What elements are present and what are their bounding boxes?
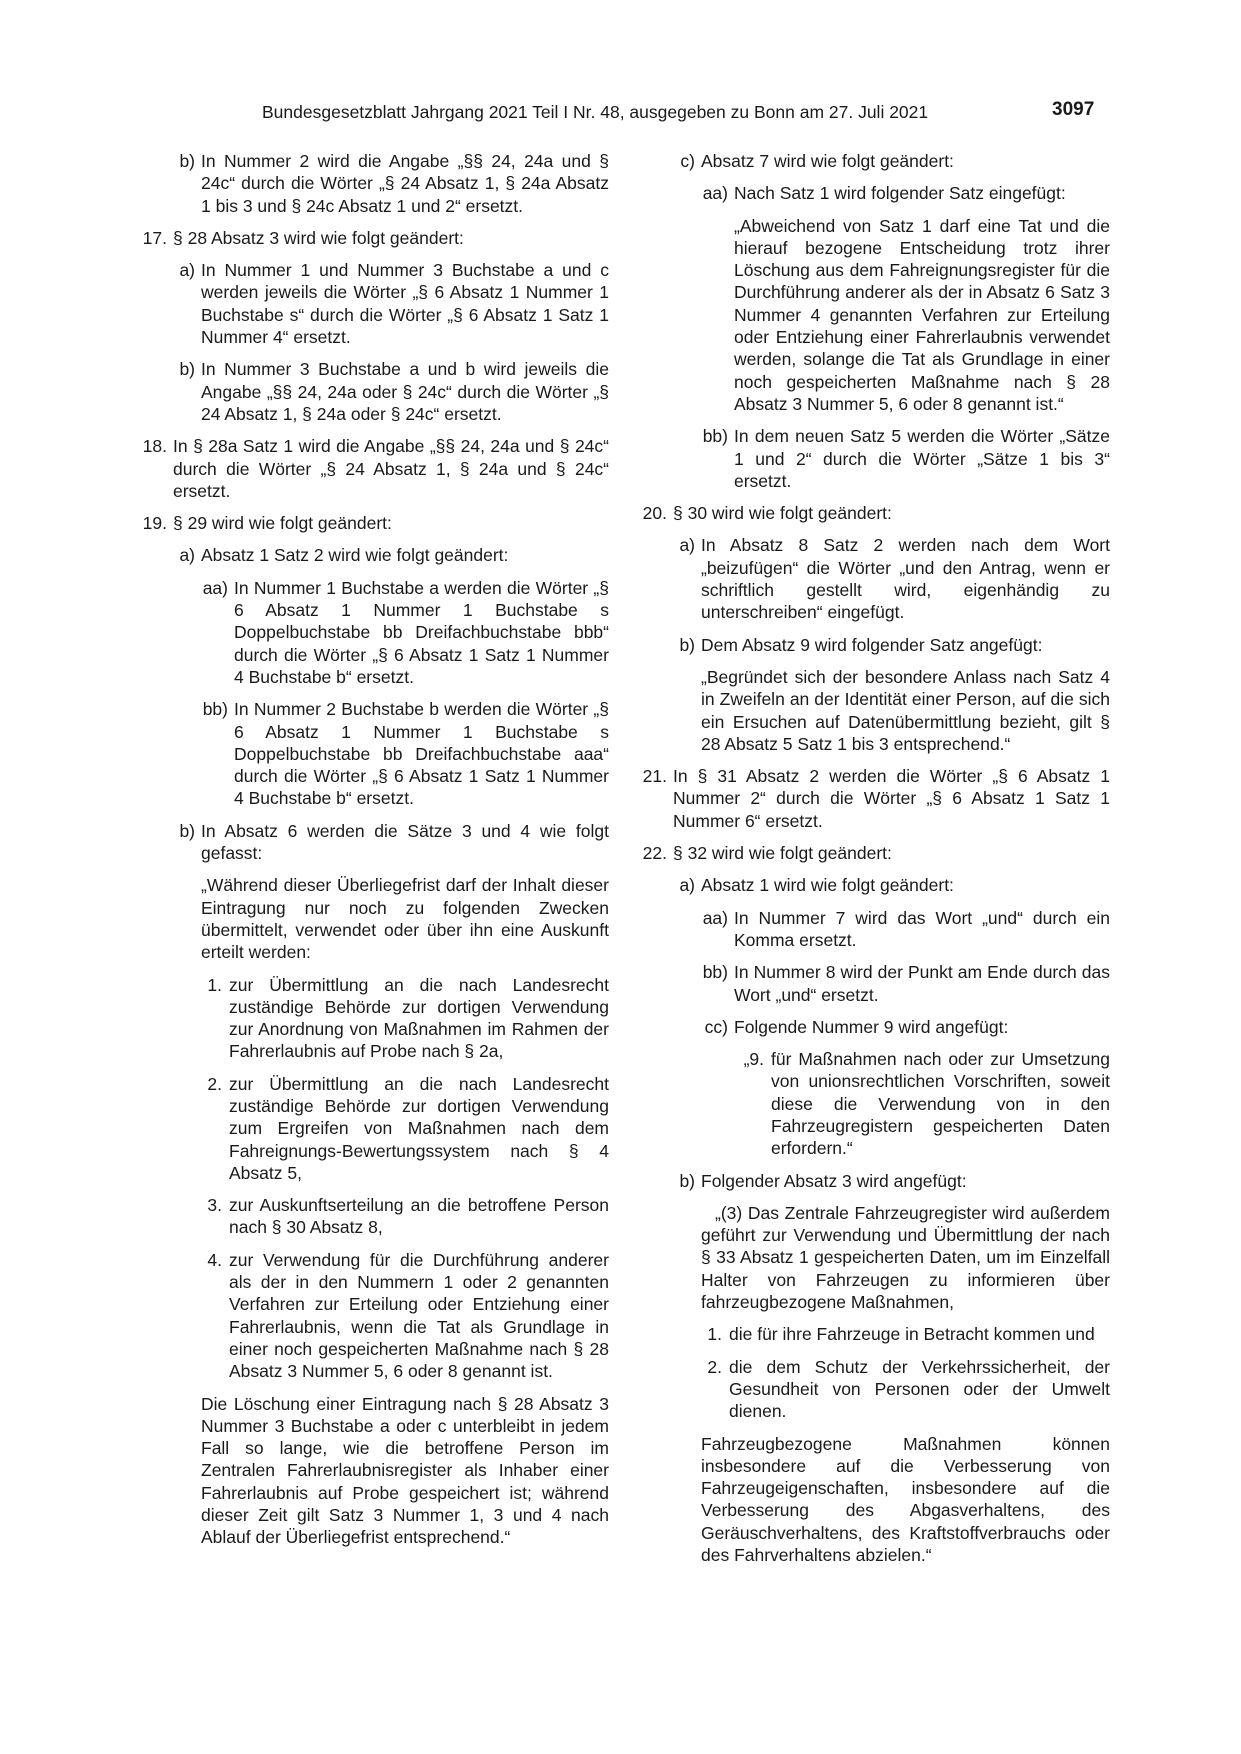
quote-intro: „Während dieser Überliegefrist darf der Inhalt dieser Eintragung nur noch zu folgenden Zwecken übermittelt, verwendet oder über ihn eine Auskunft erteilt werden: (201, 875, 609, 963)
item-text: In Nummer 7 wird das Wort „und“ durch ein Komma ersetzt. (734, 907, 1110, 950)
item-text: die für ihre Fahrzeuge in Betracht kommen und (729, 1324, 1095, 1345)
list-marker: 3. (207, 1195, 222, 1216)
list-marker: 20. (642, 503, 667, 524)
item-text: § 30 wird wie folgt geändert: (673, 503, 892, 524)
item-text: zur Auskunftserteilung an die betroffene Person nach § 30 Absatz 8, (229, 1195, 609, 1238)
list-marker: a) (179, 545, 195, 566)
item-text: Nach Satz 1 wird folgender Satz eingefügt: (734, 183, 1066, 204)
quote-list-item-4 (201, 1249, 609, 1383)
item-17-a (173, 259, 609, 348)
page-header: Bundesgesetzblatt Jahrgang 2021 Teil I Nr. 48, ausgegeben zu Bonn am 27. Juli 2021 (262, 102, 929, 122)
quote-text: „Abweichend von Satz 1 darf eine Tat und die hierauf bezogene Entscheidung trotz ihrer Löschung aus dem Fahreignungsregister für die Durchführung anderer als der in Absatz 6 Satz 3 Nummer 4 genannten Verfahren zur Erteilung oder Entziehung einer Fahrerlaubnis verwendet werden, solange die Tat als Grundlage in einer noch gespeicherten Maßnahme nach § 28 Absatz 3 Nummer 5, 6 oder 8 genannt ist.“ (734, 215, 1110, 414)
item-22 (628, 842, 1110, 1566)
item-text: In Nummer 3 Buchstabe a und b wird jeweils die Angabe „§§ 24, 24a oder § 24c“ durch die Wörter „§ 24 Absatz 1, § 24a oder § 24c“ ersetzt. (201, 359, 609, 424)
quote-list-item-9 (734, 1048, 1110, 1159)
list-marker: b) (179, 359, 195, 380)
quote-list-item-1 (201, 974, 609, 1063)
item-16-b (173, 150, 609, 217)
list-marker: a) (679, 535, 695, 556)
item-22-a-cc (701, 1016, 1110, 1160)
list-marker: 22. (642, 843, 667, 864)
item-text: § 32 wird wie folgt geändert: (673, 843, 892, 864)
item-text: Dem Absatz 9 wird folgender Satz angefügt: (701, 634, 1043, 655)
list-marker: bb) (202, 699, 228, 720)
list-marker: cc) (704, 1016, 728, 1037)
item-text: § 29 wird wie folgt geändert: (173, 513, 392, 534)
item-text: zur Verwendung für die Durchführung anderer als der in den Nummern 1 oder 2 genannten Verfahren zur Erteilung oder Entziehung einer Fahrerlaubnis, wenn die Tat als Grundlage in einer noch gespeicherten Maßnahme nach § 28 Absatz 3 Nummer 5, 6 oder 8 genannt ist. (229, 1249, 609, 1382)
quote-list-item-3 (201, 1194, 609, 1239)
item-text: Folgende Nummer 9 wird angefügt: (734, 1016, 1009, 1037)
quote-list-item-2 (701, 1356, 1110, 1423)
quote-text: „Begründet sich der besondere Anlass nach Satz 4 in Zweifeln an der Identität einer Person, auf die sich ein Ersuchen auf Datenübermittlung bezieht, gilt § 28 Absatz 5 Satz 1 bis 3 entsprechend.“ (701, 666, 1110, 754)
list-marker: 19. (142, 513, 167, 534)
item-text: § 28 Absatz 3 wird wie folgt geändert: (173, 227, 464, 248)
list-marker: b) (179, 820, 195, 841)
item-text: In Nummer 2 wird die Angabe „§§ 24, 24a und § 24c“ durch die Wörter „§ 24 Absatz 1, § 24a Absatz 1 bis 3 und § 24c Absatz 1 und 2“ ersetzt. (201, 151, 609, 216)
item-text: In Nummer 8 wird der Punkt am Ende durch das Wort „und“ ersetzt. (734, 962, 1110, 1005)
item-21 (628, 765, 1110, 832)
list-marker: 1. (707, 1324, 722, 1345)
item-22-a-bb (701, 961, 1110, 1006)
item-text: In Nummer 1 Buchstabe a werden die Wörter „§ 6 Absatz 1 Nummer 1 Buchstabe s Doppelbuchstabe bb Dreifachbuchstabe bbb“ durch die Wörter „§ 6 Absatz 1 Satz 1 Nummer 4 Buchstabe b“ ersetzt. (234, 577, 609, 687)
item-text: In Nummer 2 Buchstabe b werden die Wörter „§ 6 Absatz 1 Nummer 1 Buchstabe s Doppelbuchstabe bb Dreifachbuchstabe aaa“ durch die Wörter „§ 6 Absatz 1 Satz 1 Nummer 4 Buchstabe b“ ersetzt. (234, 699, 609, 809)
item-text: Absatz 7 wird wie folgt geändert: (701, 151, 954, 171)
list-marker: 17. (142, 227, 167, 248)
item-19-b (173, 820, 609, 1559)
list-marker: a) (179, 260, 195, 281)
list-marker: 4. (207, 1249, 222, 1270)
quote-intro: „(3) Das Zentrale Fahrzeugregister wird außerdem geführt zur Verwendung und Übermittlung der nach § 33 Absatz 1 gespeicherten Daten, um im Einzelfall Halter von Fahrzeugen zu informieren über fahrzeugbezogene Maßnahmen, (701, 1202, 1110, 1313)
list-marker: 2. (207, 1073, 222, 1094)
item-text: In Absatz 8 Satz 2 werden nach dem Wort „beizufügen“ die Wörter „und den Antrag, wenn er schriftlich gestellt wird, eigenhändig zu unterschreiben“ eingefügt. (701, 535, 1110, 623)
item-19-a-bb (201, 698, 609, 809)
quote-list-item-1 (701, 1323, 1110, 1345)
item-19-a (173, 544, 609, 809)
item-19-a-aa (201, 577, 609, 688)
list-marker: aa) (702, 183, 728, 204)
item-text: Absatz 1 wird wie folgt geändert: (701, 875, 954, 896)
quote-list-item-2 (201, 1073, 609, 1184)
list-marker: „9. (743, 1049, 764, 1070)
list-marker: b) (179, 151, 195, 171)
item-text: In § 28a Satz 1 wird die Angabe „§§ 24, 24a und § 24c“ durch die Wörter „§ 24 Absatz 1, § 24a und § 24c“ ersetzt. (173, 436, 609, 501)
list-marker: b) (679, 634, 695, 655)
item-20 (628, 502, 1110, 755)
item-text: zur Übermittlung an die nach Landesrecht zuständige Behörde zur dortigen Verwendung zur Anordnung von Maßnahmen im Rahmen der Fahrerlaubnis auf Probe nach § 2a, (229, 974, 609, 1062)
item-17 (128, 227, 609, 425)
page-number: 3097 (1052, 99, 1095, 120)
list-marker: a) (679, 875, 695, 896)
item-text: In § 31 Absatz 2 werden die Wörter „§ 6 Absatz 1 Nummer 2“ durch die Wörter „§ 6 Absatz 1 Satz 1 Nummer 6“ ersetzt. (673, 766, 1110, 831)
item-19-c-bb (701, 425, 1110, 492)
item-19-continuation (628, 150, 1110, 492)
item-19-c-aa (701, 182, 1110, 415)
list-marker: 18. (142, 436, 167, 457)
item-22-b (673, 1170, 1110, 1567)
item-20-b (673, 634, 1110, 755)
list-marker: aa) (202, 577, 228, 598)
item-19 (128, 512, 609, 1558)
item-20-a (673, 534, 1110, 623)
right-column (628, 150, 1110, 1576)
item-text: für Maßnahmen nach oder zur Umsetzung von unionsrechtlichen Vorschriften, soweit diese die Verwendung von in den Fahrzeugregistern gespeicherten Daten erfordern.“ (771, 1049, 1110, 1159)
list-marker: aa) (702, 907, 728, 928)
left-column (128, 150, 609, 1569)
list-marker: c) (680, 151, 695, 171)
item-text: zur Übermittlung an die nach Landesrecht zuständige Behörde zur dortigen Verwendung zum Ergreifen von Maßnahmen nach dem Fahreignungs-Bewertungssystem nach § 4 Absatz 5, (229, 1073, 609, 1183)
item-text: In dem neuen Satz 5 werden die Wörter „Sätze 1 und 2“ durch die Wörter „Sätze 1 bis 3“ ersetzt. (734, 426, 1110, 491)
item-22-a (673, 874, 1110, 1159)
list-marker: 21. (642, 766, 667, 787)
item-text: In Absatz 6 werden die Sätze 3 und 4 wie folgt gefasst: (201, 820, 609, 864)
list-marker: 1. (207, 974, 222, 995)
quote-outro: Fahrzeugbezogene Maßnahmen können insbesondere auf die Verbesserung von Fahrzeugeigenschaften, insbesondere auf die Verbesserung des Abgasverhaltens, des Geräuschverhaltens, des Kraftstoffverbrauchs oder des Fahrverhaltens abzielen.“ (701, 1433, 1110, 1566)
list-marker: bb) (702, 962, 728, 983)
list-marker: 2. (707, 1356, 722, 1377)
item-text: Folgender Absatz 3 wird angefügt: (701, 1170, 967, 1191)
item-19-c (673, 150, 1110, 492)
list-marker: bb) (702, 426, 728, 447)
item-17-b (173, 358, 609, 425)
quote-outro: Die Löschung einer Eintragung nach § 28 Absatz 3 Nummer 3 Buchstabe a oder c unterbleibt in jedem Fall so lange, wie die betroffene Person im Zentralen Fahrerlaubnisregister als Inhaber einer Fahrerlaubnis auf Probe gespeichert ist; während dieser Zeit gilt Satz 3 Nummer 1, 3 und 4 nach Ablauf der Überliegefrist entsprechend.“ (201, 1393, 609, 1548)
item-text: die dem Schutz der Verkehrssicherheit, der Gesundheit von Personen oder der Umwelt dienen. (729, 1356, 1110, 1422)
item-22-a-aa (701, 907, 1110, 952)
item-text: Absatz 1 Satz 2 wird wie folgt geändert: (201, 545, 509, 566)
list-marker: b) (679, 1170, 695, 1191)
item-18 (128, 435, 609, 502)
item-16-continuation (128, 150, 609, 217)
item-text: In Nummer 1 und Nummer 3 Buchstabe a und c werden jeweils die Wörter „§ 6 Absatz 1 Nummer 1 Buchstabe s“ durch die Wörter „§ 6 Absatz 1 Satz 1 Nummer 4“ ersetzt. (201, 260, 609, 348)
